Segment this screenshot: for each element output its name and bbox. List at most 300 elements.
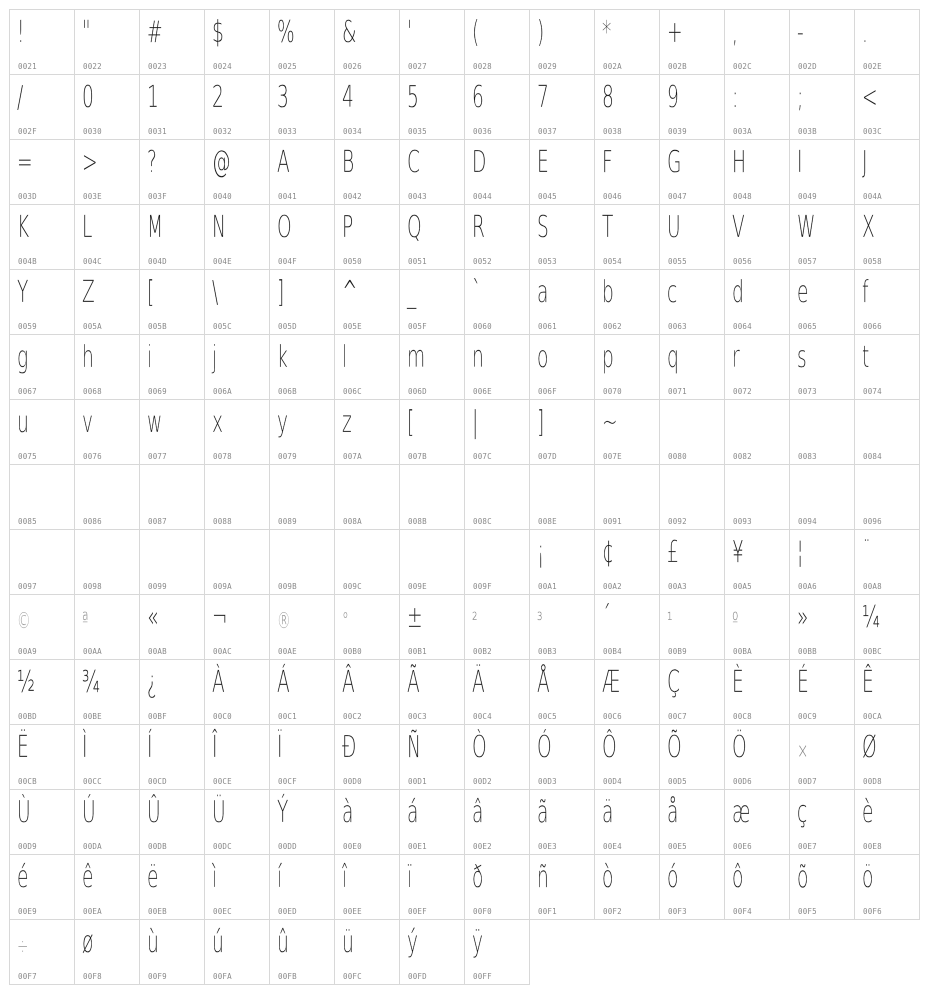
glyph-code: 0026	[343, 62, 362, 71]
glyph-char: º	[732, 609, 739, 634]
glyph-code: 00E2	[473, 842, 492, 851]
glyph-cell	[529, 529, 595, 595]
glyph-cell	[529, 9, 595, 75]
glyph-cell	[204, 724, 270, 790]
glyph-cell	[269, 724, 335, 790]
glyph-char: 5	[407, 80, 419, 115]
glyph-code: 0033	[278, 127, 297, 136]
glyph-cell	[529, 659, 595, 725]
glyph-cell	[204, 139, 270, 205]
glyph-char: c	[667, 275, 678, 310]
glyph-char: Ï	[277, 730, 283, 765]
glyph-cell	[334, 9, 400, 75]
glyph-char: b	[602, 275, 614, 310]
glyph-code: 009A	[213, 582, 232, 591]
glyph-char: ì	[212, 860, 218, 895]
glyph-code: 00C3	[408, 712, 427, 721]
glyph-code: 00FC	[343, 972, 362, 981]
glyph-char: Ë	[17, 730, 29, 765]
glyph-char: °	[342, 609, 349, 634]
glyph-cell	[139, 399, 205, 465]
glyph-cell	[269, 139, 335, 205]
glyph-cell	[139, 724, 205, 790]
glyph-code: 002B	[668, 62, 687, 71]
glyph-char: S	[537, 210, 549, 245]
glyph-cell	[464, 594, 530, 660]
glyph-code: 0096	[863, 517, 882, 526]
glyph-cell	[594, 399, 660, 465]
glyph-code: 00E5	[668, 842, 687, 851]
glyph-code: 00ED	[278, 907, 297, 916]
glyph-char: C	[407, 145, 420, 180]
glyph-char: Ý	[277, 795, 289, 830]
glyph-char: ï	[407, 860, 413, 895]
glyph-char: ¢	[602, 535, 614, 570]
glyph-code: 005A	[83, 322, 102, 331]
glyph-code: 007B	[408, 452, 427, 461]
glyph-cell	[789, 594, 855, 660]
glyph-code: 0065	[798, 322, 817, 331]
glyph-code: 004B	[18, 257, 37, 266]
glyph-char: Î	[212, 730, 218, 765]
glyph-code: 00B2	[473, 647, 492, 656]
glyph-code: 0099	[148, 582, 167, 591]
glyph-cell	[269, 334, 335, 400]
glyph-code: 0064	[733, 322, 752, 331]
glyph-char: é	[17, 860, 29, 895]
glyph-cell	[659, 724, 725, 790]
glyph-cell	[269, 204, 335, 270]
glyph-cell	[854, 139, 920, 205]
glyph-cell	[594, 529, 660, 595]
glyph-cell	[659, 529, 725, 595]
glyph-cell	[854, 789, 920, 855]
glyph-code: 00D5	[668, 777, 687, 786]
glyph-code: 00F1	[538, 907, 557, 916]
glyph-code: 003E	[83, 192, 102, 201]
glyph-char: w	[147, 405, 163, 440]
glyph-code: 003C	[863, 127, 882, 136]
glyph-code: 00D8	[863, 777, 882, 786]
glyph-cell	[659, 204, 725, 270]
glyph-code: 00E3	[538, 842, 557, 851]
glyph-cell	[399, 594, 465, 660]
glyph-char: W	[797, 210, 816, 245]
glyph-char: ¬	[212, 600, 228, 635]
glyph-code: 0028	[473, 62, 492, 71]
glyph-cell	[9, 464, 75, 530]
glyph-cell	[74, 464, 140, 530]
glyph-code: 0036	[473, 127, 492, 136]
glyph-code: 006E	[473, 387, 492, 396]
glyph-code: 0021	[18, 62, 37, 71]
glyph-code: 00D7	[798, 777, 817, 786]
glyph-code: 00BE	[83, 712, 102, 721]
glyph-code: 0022	[83, 62, 102, 71]
glyph-cell	[854, 74, 920, 140]
glyph-char: %	[277, 15, 295, 50]
glyph-char: Ð	[342, 730, 357, 765]
glyph-code: 0085	[18, 517, 37, 526]
glyph-code: 006C	[343, 387, 362, 396]
glyph-code: 00A8	[863, 582, 882, 591]
glyph-char: Y	[17, 275, 29, 310]
glyph-char: ×	[797, 739, 809, 764]
glyph-code: 007E	[603, 452, 622, 461]
glyph-cell	[139, 854, 205, 920]
glyph-code: 002C	[733, 62, 752, 71]
glyph-code: 00FB	[278, 972, 297, 981]
glyph-code: 00BB	[798, 647, 817, 656]
glyph-cell	[594, 139, 660, 205]
glyph-code: 0080	[668, 452, 687, 461]
glyph-cell	[269, 464, 335, 530]
glyph-cell	[399, 529, 465, 595]
glyph-cell	[74, 269, 140, 335]
glyph-code: 0091	[603, 517, 622, 526]
glyph-char: 9	[667, 80, 679, 115]
glyph-char: ¡	[537, 535, 545, 570]
glyph-cell	[139, 334, 205, 400]
glyph-cell	[74, 334, 140, 400]
glyph-code: 002A	[603, 62, 622, 71]
glyph-code: 006D	[408, 387, 427, 396]
glyph-cell	[724, 334, 790, 400]
glyph-code: 0076	[83, 452, 102, 461]
glyph-char: O	[277, 210, 292, 245]
glyph-code: 00C8	[733, 712, 752, 721]
glyph-cell	[789, 269, 855, 335]
glyph-cell	[659, 789, 725, 855]
glyph-cell	[334, 529, 400, 595]
glyph-char: ,	[732, 15, 738, 50]
glyph-char: ö	[862, 860, 874, 895]
glyph-char: ]	[277, 275, 285, 310]
glyph-code: 0056	[733, 257, 752, 266]
glyph-cell	[269, 919, 335, 985]
glyph-code: 006B	[278, 387, 297, 396]
glyph-cell	[464, 9, 530, 75]
glyph-char: =	[17, 145, 33, 180]
glyph-code: 00A2	[603, 582, 622, 591]
glyph-code: 0070	[603, 387, 622, 396]
glyph-code: 00F7	[18, 972, 37, 981]
glyph-char: ô	[732, 860, 744, 895]
glyph-char: ¿	[147, 665, 157, 700]
glyph-code: 00E1	[408, 842, 427, 851]
glyph-char: ó	[667, 860, 679, 895]
glyph-code: 0045	[538, 192, 557, 201]
glyph-char: È	[732, 665, 744, 700]
glyph-cell	[204, 9, 270, 75]
glyph-code: 0042	[343, 192, 362, 201]
glyph-char: è	[862, 795, 874, 830]
glyph-char: ~	[602, 405, 618, 440]
glyph-cell	[269, 789, 335, 855]
glyph-code: 0030	[83, 127, 102, 136]
glyph-char: 3	[277, 80, 289, 115]
glyph-code: 0067	[18, 387, 37, 396]
glyph-code: 00D2	[473, 777, 492, 786]
glyph-code: 00F9	[148, 972, 167, 981]
glyph-char: m	[407, 340, 426, 375]
glyph-cell	[399, 789, 465, 855]
glyph-cell	[724, 529, 790, 595]
glyph-cell	[399, 464, 465, 530]
glyph-code: 00BF	[148, 712, 167, 721]
glyph-cell	[9, 9, 75, 75]
glyph-cell	[139, 139, 205, 205]
glyph-char: >	[82, 145, 98, 180]
glyph-char: î	[342, 860, 348, 895]
glyph-code: 00BC	[863, 647, 882, 656]
glyph-cell	[724, 74, 790, 140]
glyph-code: 0049	[798, 192, 817, 201]
glyph-char: Ú	[82, 795, 96, 830]
glyph-char: e	[797, 275, 809, 310]
glyph-char: ©	[17, 609, 31, 634]
glyph-code: 00A6	[798, 582, 817, 591]
glyph-char: .	[862, 15, 868, 50]
glyph-code: 0032	[213, 127, 232, 136]
glyph-cell	[724, 659, 790, 725]
glyph-code: 0066	[863, 322, 882, 331]
glyph-cell	[399, 204, 465, 270]
glyph-code: 003F	[148, 192, 167, 201]
glyph-char: ü	[342, 925, 354, 960]
glyph-code: 0024	[213, 62, 232, 71]
glyph-char: /	[17, 80, 24, 115]
glyph-char: ò	[602, 860, 614, 895]
glyph-cell	[334, 139, 400, 205]
glyph-code: 00A3	[668, 582, 687, 591]
glyph-code: 0057	[798, 257, 817, 266]
glyph-cell	[464, 854, 530, 920]
glyph-char: ã	[537, 795, 549, 830]
glyph-cell	[789, 399, 855, 465]
glyph-cell	[529, 204, 595, 270]
glyph-cell	[9, 919, 75, 985]
glyph-cell	[139, 204, 205, 270]
glyph-cell	[789, 74, 855, 140]
glyph-cell	[399, 854, 465, 920]
glyph-char: (	[472, 15, 480, 50]
glyph-char: ®	[277, 609, 291, 634]
glyph-code: 003A	[733, 127, 752, 136]
glyph-char: i	[147, 340, 153, 375]
glyph-char: u	[17, 405, 29, 440]
glyph-code: 00F4	[733, 907, 752, 916]
glyph-char: \	[212, 275, 219, 310]
glyph-code: 00EC	[213, 907, 232, 916]
glyph-code: 00F5	[798, 907, 817, 916]
glyph-char: â	[472, 795, 484, 830]
glyph-char: «	[147, 600, 159, 635]
glyph-char: »	[797, 600, 809, 635]
glyph-cell	[464, 724, 530, 790]
glyph-char: +	[667, 15, 683, 50]
glyph-char: p	[602, 340, 614, 375]
glyph-code: 0059	[18, 322, 37, 331]
glyph-char: ¦	[797, 535, 804, 570]
glyph-code: 00FD	[408, 972, 427, 981]
glyph-cell	[529, 464, 595, 530]
glyph-code: 0071	[668, 387, 687, 396]
glyph-code: 0040	[213, 192, 232, 201]
glyph-code: 00BA	[733, 647, 752, 656]
glyph-cell	[334, 399, 400, 465]
glyph-cell	[464, 464, 530, 530]
glyph-cell	[659, 9, 725, 75]
glyph-code: 00AA	[83, 647, 102, 656]
glyph-code: 009B	[278, 582, 297, 591]
glyph-char: Ü	[212, 795, 226, 830]
glyph-code: 0047	[668, 192, 687, 201]
glyph-char: n	[472, 340, 484, 375]
glyph-code: 00C1	[278, 712, 297, 721]
glyph-char: f	[862, 275, 869, 310]
glyph-char: y	[277, 405, 289, 440]
glyph-cell	[529, 399, 595, 465]
glyph-char: [	[407, 405, 415, 440]
glyph-cell	[269, 9, 335, 75]
glyph-code: 00AC	[213, 647, 232, 656]
glyph-char: ^	[342, 275, 358, 310]
glyph-cell	[789, 724, 855, 790]
glyph-code: 0027	[408, 62, 427, 71]
glyph-char: ÿ	[472, 925, 484, 960]
glyph-cell	[334, 269, 400, 335]
glyph-cell	[854, 594, 920, 660]
glyph-cell	[659, 269, 725, 335]
glyph-char: Ä	[472, 665, 485, 700]
glyph-cell	[659, 464, 725, 530]
glyph-char: ¾	[82, 665, 101, 700]
glyph-cell	[594, 204, 660, 270]
glyph-code: 0023	[148, 62, 167, 71]
glyph-cell	[659, 334, 725, 400]
glyph-cell	[204, 529, 270, 595]
glyph-code: 0092	[668, 517, 687, 526]
glyph-cell	[269, 529, 335, 595]
glyph-code: 006A	[213, 387, 232, 396]
glyph-char: :	[732, 80, 739, 115]
glyph-char: Ò	[472, 730, 487, 765]
glyph-cell	[204, 399, 270, 465]
glyph-code: 0068	[83, 387, 102, 396]
glyph-cell	[659, 139, 725, 205]
glyph-code: 00A1	[538, 582, 557, 591]
glyph-cell	[854, 724, 920, 790]
glyph-cell	[204, 919, 270, 985]
glyph-code: 004C	[83, 257, 102, 266]
glyph-cell	[594, 334, 660, 400]
glyph-code: 00F8	[83, 972, 102, 981]
glyph-cell	[204, 594, 270, 660]
glyph-char: ¨	[862, 535, 872, 570]
glyph-code: 009F	[473, 582, 492, 591]
glyph-code: 00CA	[863, 712, 882, 721]
glyph-char: `	[472, 275, 482, 310]
glyph-char: Õ	[667, 730, 682, 765]
glyph-code: 00DB	[148, 842, 167, 851]
glyph-code: 0077	[148, 452, 167, 461]
glyph-cell	[659, 854, 725, 920]
glyph-char: L	[82, 210, 93, 245]
glyph-char: ý	[407, 925, 419, 960]
glyph-code: 00AB	[148, 647, 167, 656]
glyph-cell	[464, 204, 530, 270]
glyph-cell	[334, 334, 400, 400]
glyph-cell	[529, 334, 595, 400]
glyph-cell	[399, 399, 465, 465]
glyph-char: Ô	[602, 730, 617, 765]
glyph-char: Ö	[732, 730, 747, 765]
glyph-cell	[334, 789, 400, 855]
glyph-code: 00E4	[603, 842, 622, 851]
glyph-cell	[204, 334, 270, 400]
glyph-cell	[789, 334, 855, 400]
glyph-code: 003B	[798, 127, 817, 136]
glyph-code: 0074	[863, 387, 882, 396]
glyph-cell	[399, 659, 465, 725]
glyph-cell	[724, 464, 790, 530]
glyph-char: *	[602, 15, 612, 50]
glyph-code: 0086	[83, 517, 102, 526]
glyph-cell	[594, 594, 660, 660]
glyph-cell	[9, 334, 75, 400]
glyph-cell	[399, 724, 465, 790]
glyph-char: Ñ	[407, 730, 421, 765]
glyph-char: ÷	[17, 934, 29, 959]
glyph-cell	[204, 269, 270, 335]
glyph-char: "	[82, 15, 91, 50]
glyph-code: 00C5	[538, 712, 557, 721]
glyph-char: À	[212, 665, 225, 700]
glyph-char: -	[797, 15, 804, 50]
glyph-char: ë	[147, 860, 159, 895]
glyph-code: 00D9	[18, 842, 37, 851]
glyph-char: !	[17, 15, 25, 50]
glyph-code: 0034	[343, 127, 362, 136]
glyph-code: 0079	[278, 452, 297, 461]
glyph-code: 00B9	[668, 647, 687, 656]
glyph-code: 0048	[733, 192, 752, 201]
glyph-cell	[9, 789, 75, 855]
glyph-char: É	[797, 665, 809, 700]
glyph-char: '	[407, 15, 413, 50]
glyph-cell	[854, 269, 920, 335]
glyph-char: ½	[17, 665, 36, 700]
glyph-code: 0098	[83, 582, 102, 591]
glyph-cell	[594, 724, 660, 790]
glyph-cell	[204, 854, 270, 920]
glyph-cell	[594, 659, 660, 725]
glyph-char: s	[797, 340, 807, 375]
glyph-char: ?	[147, 145, 157, 180]
glyph-code: 0054	[603, 257, 622, 266]
glyph-char: $	[212, 15, 224, 50]
glyph-char: õ	[797, 860, 809, 895]
glyph-code: 00DD	[278, 842, 297, 851]
glyph-char: à	[342, 795, 354, 830]
glyph-cell	[399, 919, 465, 985]
glyph-cell	[464, 74, 530, 140]
glyph-code: 003D	[18, 192, 37, 201]
glyph-code: 00B0	[343, 647, 362, 656]
glyph-cell	[139, 464, 205, 530]
glyph-cell	[724, 854, 790, 920]
